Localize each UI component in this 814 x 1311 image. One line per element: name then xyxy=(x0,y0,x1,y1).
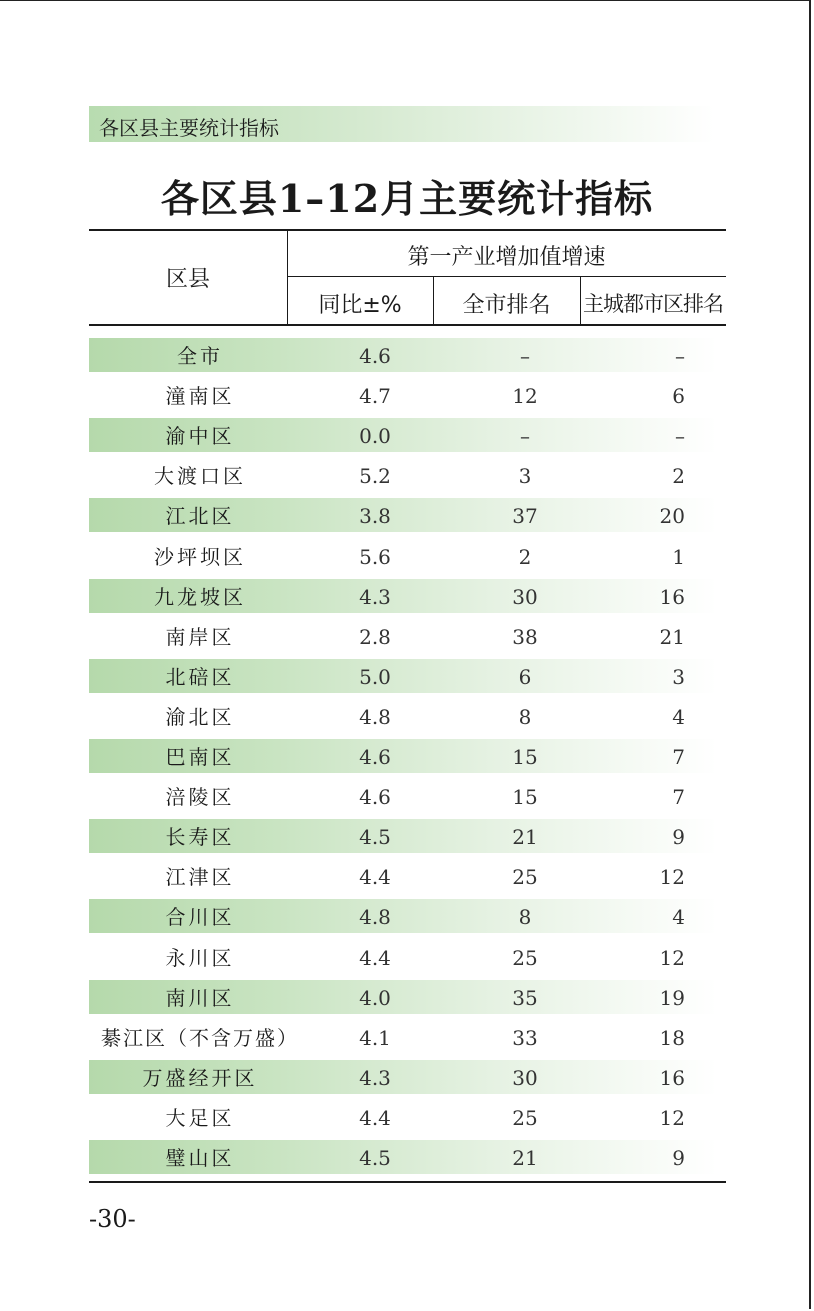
district-cell: 全市 xyxy=(177,344,223,368)
main-rank-cell: 7 xyxy=(672,745,685,769)
city-rank-cell: 6 xyxy=(518,664,532,689)
table-row xyxy=(89,980,726,1016)
district-cell: 九龙坡区 xyxy=(154,584,246,609)
district-cell: 南岸区 xyxy=(165,624,235,649)
district-cell: 大渡口区 xyxy=(154,464,246,489)
table-row xyxy=(89,1020,726,1056)
city-rank-cell: 12 xyxy=(512,384,538,409)
city-rank-cell: 15 xyxy=(512,745,538,769)
yoy-cell: 4.4 xyxy=(359,945,391,970)
main-rank-cell: 4 xyxy=(672,704,685,729)
city-rank-cell: 21 xyxy=(512,1146,538,1170)
table-row xyxy=(89,699,726,735)
main-rank-cell: 18 xyxy=(659,1025,685,1050)
main-rank-cell: 6 xyxy=(672,384,685,409)
main-rank-cell: 20 xyxy=(659,504,685,529)
district-cell: 长寿区 xyxy=(165,825,235,850)
district-cell: 渝北区 xyxy=(165,704,235,729)
table-bottom-rule xyxy=(89,1181,726,1183)
city-rank-cell: 21 xyxy=(512,825,538,850)
main-rank-cell: 3 xyxy=(672,664,685,689)
yoy-cell: 4.4 xyxy=(359,865,391,890)
main-rank-cell: 12 xyxy=(659,865,685,890)
district-cell: 万盛经开区 xyxy=(142,1065,258,1090)
district-cell: 涪陵区 xyxy=(165,785,235,810)
city-rank-cell: 37 xyxy=(512,504,538,529)
header-bottom-rule xyxy=(89,324,726,326)
page-title: 各区县1–12月主要统计指标 xyxy=(160,176,654,221)
table-row xyxy=(89,579,726,615)
main-rank-cell: 4 xyxy=(672,905,685,930)
table-row xyxy=(89,899,726,935)
district-cell: 江津区 xyxy=(165,865,235,890)
page-number: -30- xyxy=(89,1205,136,1233)
table-row xyxy=(89,659,726,695)
main-rank-cell: – xyxy=(675,344,685,368)
yoy-cell: 5.6 xyxy=(359,544,391,569)
main-rank-cell: 2 xyxy=(672,464,685,489)
table-top-rule xyxy=(89,229,726,231)
yoy-cell: 4.3 xyxy=(359,1065,391,1090)
district-cell: 南川区 xyxy=(165,985,235,1010)
header-yoy: 同比±% xyxy=(318,293,402,318)
header-district: 区县 xyxy=(165,267,210,292)
district-cell: 大足区 xyxy=(165,1105,235,1130)
main-rank-cell: 21 xyxy=(659,624,685,649)
header-group: 第一产业增加值增速 xyxy=(407,245,606,270)
yoy-cell: 4.8 xyxy=(359,704,391,729)
district-cell: 永川区 xyxy=(165,945,235,970)
table-row xyxy=(89,1060,726,1096)
main-rank-cell: 19 xyxy=(659,985,685,1010)
table-row xyxy=(89,539,726,575)
yoy-cell: 4.6 xyxy=(359,745,391,769)
city-rank-cell: – xyxy=(520,424,530,449)
district-cell: 潼南区 xyxy=(165,384,235,409)
district-cell: 渝中区 xyxy=(165,424,235,449)
city-rank-cell: – xyxy=(520,344,530,368)
table-row xyxy=(89,619,726,655)
yoy-cell: 5.0 xyxy=(359,664,391,689)
main-rank-cell: 16 xyxy=(659,584,685,609)
main-rank-cell: 7 xyxy=(672,785,685,810)
main-rank-cell: 12 xyxy=(659,945,685,970)
city-rank-cell: 2 xyxy=(518,544,532,569)
yoy-cell: 4.8 xyxy=(359,905,391,930)
district-cell: 合川区 xyxy=(165,905,235,930)
city-rank-cell: 38 xyxy=(512,624,538,649)
city-rank-cell: 15 xyxy=(512,785,538,810)
table-row xyxy=(89,338,726,374)
main-rank-cell: 1 xyxy=(672,544,685,569)
section-header: 各区县主要统计指标 xyxy=(99,116,279,140)
city-rank-cell: 8 xyxy=(518,905,532,930)
section-header-band xyxy=(89,106,714,142)
table-row xyxy=(89,378,726,414)
city-rank-cell: 33 xyxy=(512,1025,538,1050)
yoy-cell: 0.0 xyxy=(359,424,391,449)
city-rank-cell: 25 xyxy=(512,865,538,890)
yoy-cell: 4.6 xyxy=(359,344,391,368)
group-header-rule xyxy=(287,276,726,277)
district-cell: 江北区 xyxy=(165,504,235,529)
yoy-cell: 4.5 xyxy=(359,1146,391,1170)
yoy-cell: 4.3 xyxy=(359,584,391,609)
yoy-cell: 4.0 xyxy=(359,985,391,1010)
main-rank-cell: 12 xyxy=(659,1105,685,1130)
main-rank-cell: 9 xyxy=(672,1146,685,1170)
table-row xyxy=(89,1140,726,1176)
district-cell: 綦江区（不含万盛） xyxy=(101,1025,299,1050)
yoy-cell: 5.2 xyxy=(359,464,391,489)
yoy-cell: 3.8 xyxy=(359,504,391,529)
yoy-cell: 4.6 xyxy=(359,785,391,810)
table-row xyxy=(89,819,726,855)
main-rank-cell: 9 xyxy=(672,825,685,850)
city-rank-cell: 25 xyxy=(512,945,538,970)
city-rank-cell: 25 xyxy=(512,1105,538,1130)
yoy-cell: 4.4 xyxy=(359,1105,391,1130)
table-row xyxy=(89,859,726,895)
table-row xyxy=(89,458,726,494)
yoy-cell: 4.5 xyxy=(359,825,391,850)
yoy-cell: 2.8 xyxy=(359,624,391,649)
table-row xyxy=(89,1100,726,1136)
city-rank-cell: 35 xyxy=(512,985,538,1010)
header-city-rank: 全市排名 xyxy=(462,293,551,318)
district-cell: 北碚区 xyxy=(165,664,235,689)
city-rank-cell: 8 xyxy=(518,704,532,729)
main-rank-cell: 16 xyxy=(659,1065,685,1090)
district-cell: 璧山区 xyxy=(165,1146,235,1170)
district-cell: 巴南区 xyxy=(165,745,235,769)
table-row xyxy=(89,779,726,815)
yoy-cell: 4.1 xyxy=(359,1025,391,1050)
table-row xyxy=(89,498,726,534)
city-rank-cell: 30 xyxy=(512,584,538,609)
city-rank-cell: 30 xyxy=(512,1065,538,1090)
table-row xyxy=(89,418,726,454)
header-main-rank: 主城都市区排名 xyxy=(583,292,723,316)
main-rank-cell: – xyxy=(675,424,685,449)
district-cell: 沙坪坝区 xyxy=(154,544,246,569)
table-row xyxy=(89,739,726,775)
yoy-cell: 4.7 xyxy=(359,384,391,409)
table-row xyxy=(89,940,726,976)
city-rank-cell: 3 xyxy=(518,464,532,489)
